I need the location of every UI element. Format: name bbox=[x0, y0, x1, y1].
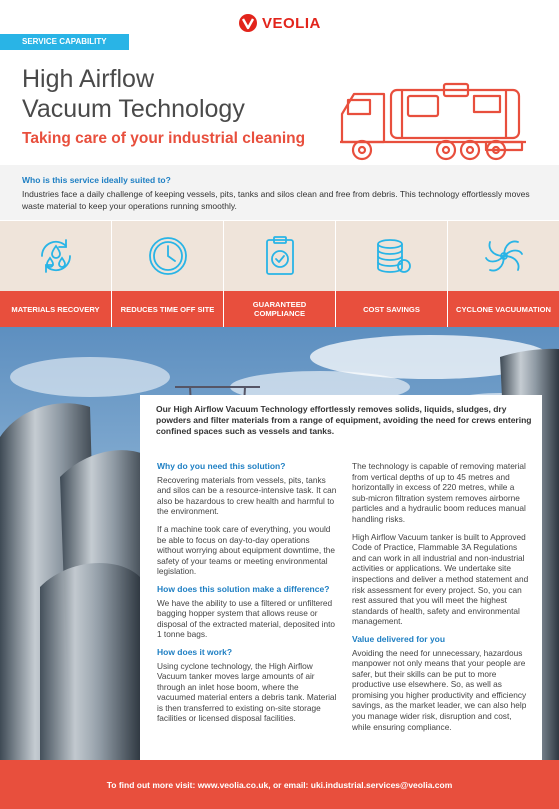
paragraph: If a machine took care of everything, you would be able to focus on day-to-day operations without worrying about equipment downtime, the safety of your teams or meeting environmental legislation. bbox=[157, 523, 336, 577]
feature-label: REDUCES TIME OFF SITE bbox=[112, 291, 223, 327]
page-title bbox=[22, 64, 322, 124]
veolia-logo-icon bbox=[238, 13, 258, 33]
section-heading: How does it work? bbox=[157, 646, 233, 657]
service-capability-tag: SERVICE CAPABILITY bbox=[0, 34, 129, 50]
feature-label: GUARANTEED COMPLIANCE bbox=[224, 291, 335, 327]
recycle-droplets-icon bbox=[34, 234, 78, 278]
feature-guaranteed-compliance bbox=[224, 221, 336, 327]
feature-strip bbox=[0, 221, 559, 327]
title-line-2: Vacuum Technology bbox=[22, 95, 245, 123]
content-column-left bbox=[157, 461, 337, 731]
clock-icon bbox=[146, 234, 190, 278]
feature-reduces-time bbox=[112, 221, 224, 327]
paragraph: We have the ability to use a filtered or unfiltered bagging hopper system that allows reuse or disposal of the extracted material, deposited into 1 tonne bags. bbox=[157, 597, 336, 640]
feature-label: MATERIALS RECOVERY bbox=[0, 291, 111, 327]
title-line-1: High Airflow bbox=[22, 65, 154, 93]
tanker-truck-icon bbox=[336, 76, 532, 164]
paragraph: Recovering materials from vessels, pits, tanks and silos can be a resource-intensive task. It can also be hazardous to crew health and harmful to the environment. bbox=[157, 474, 337, 517]
section-heading: How does this solution make a difference? bbox=[157, 583, 330, 594]
feature-cyclone-vacuumation bbox=[448, 221, 559, 327]
cyclone-icon bbox=[482, 234, 526, 278]
intro-answer: Industries face a daily challenge of keeping vessels, pits, tanks and silos clean and free from debris. This technology effortlessly moves waste material to keep your operations running smoothly. bbox=[22, 189, 530, 211]
content-column-right bbox=[352, 461, 532, 739]
paragraph: The technology is capable of removing material from vertical depths of up to 45 metres and horizontally in excess of 220 metres, while a sub-micron filtration system removes airborne particles and a hydraulic boom reduces manual handling risks. bbox=[352, 461, 526, 524]
footer-contact[interactable]: To find out more visit: www.veolia.co.uk, or email: uki.industrial.services@veolia.com bbox=[106, 780, 453, 790]
section-heading: Why do you need this solution? bbox=[157, 461, 286, 471]
feature-label: COST SAVINGS bbox=[336, 291, 447, 327]
page-subtitle: Taking care of your industrial cleaning bbox=[22, 130, 306, 147]
feature-cost-savings bbox=[336, 221, 448, 327]
lead-paragraph: Our High Airflow Vacuum Technology effortlessly removes solids, liquids, sludges, dry powders and filter materials from a range of equipment, avoiding the need for crews entering confined spaces such as vessels and tanks. bbox=[156, 404, 532, 436]
paragraph: Avoiding the need for unnecessary, hazardous manpower not only means that your people are safer, but their skills can be put to more productive use elsewhere. So, as well as promising you higher productivity and efficiency savings, as the market leader, we can also help you manage wider risk, disruption and cost, while ensuring compliance. bbox=[352, 647, 527, 732]
logo-text: VEOLIA bbox=[262, 14, 321, 32]
paragraph: Using cyclone technology, the High Airflow Vacuum tanker moves large amounts of air through an inlet hose boom, where the vacuumed material enters a debris tank. Material is then transferred to existing on-site storage facilities or licensed disposal facilities. bbox=[157, 660, 337, 724]
clipboard-check-icon bbox=[258, 234, 302, 278]
feature-label: CYCLONE VACUUMATION bbox=[448, 291, 559, 327]
section-heading: Value delivered for you bbox=[352, 633, 446, 644]
intro-question: Who is this service ideally suited to? bbox=[22, 175, 171, 185]
coin-stack-icon bbox=[370, 234, 414, 278]
paragraph: High Airflow Vacuum tanker is built to Approved Code of Practice, Flammable 3A Regulations and can work in all industrial and non-industrial activities or applications. We undertake site inspections and deliver a method statement and risk assessment for every project. So, you can rest assured that you will meet the highest standards of health, safety and environmental management. bbox=[352, 531, 529, 627]
feature-materials-recovery bbox=[0, 221, 112, 327]
veolia-logo bbox=[238, 10, 328, 36]
